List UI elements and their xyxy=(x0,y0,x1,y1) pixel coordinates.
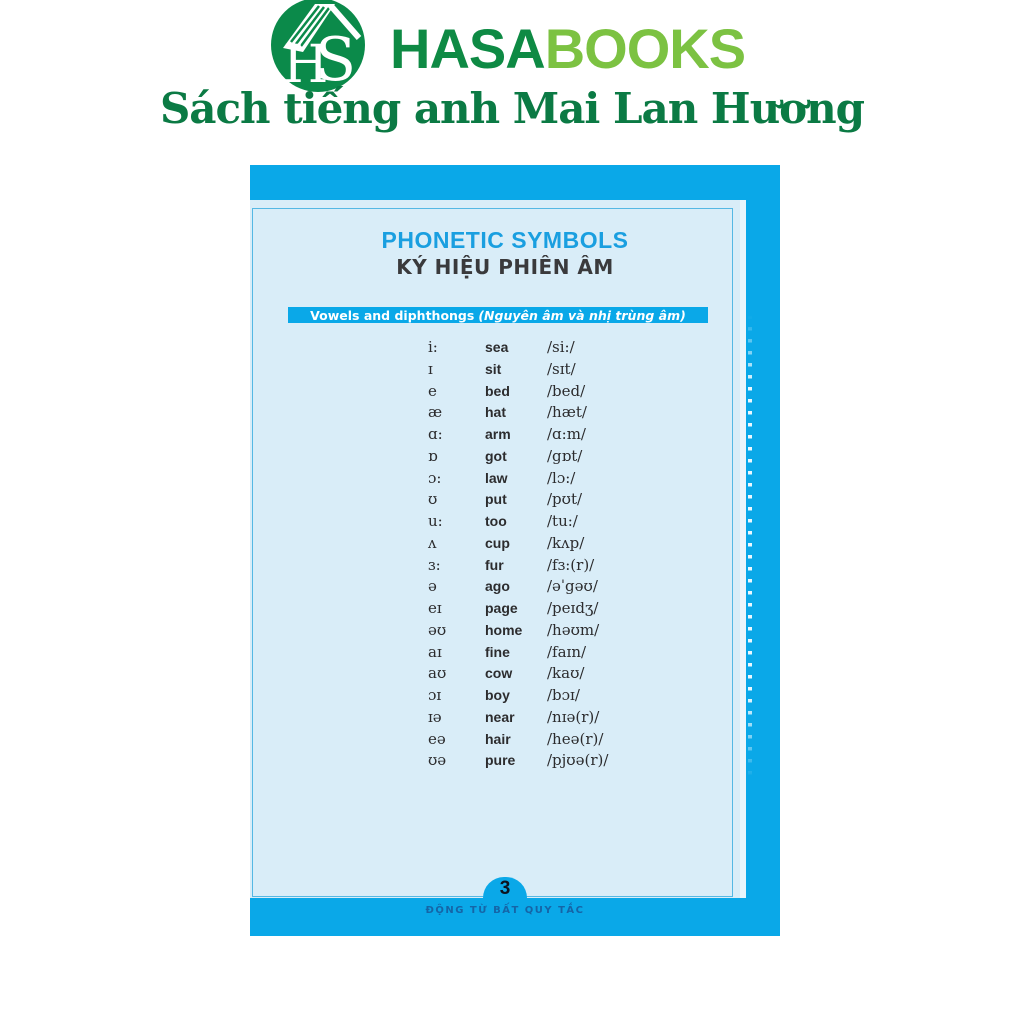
example-word: home xyxy=(485,621,523,638)
phonetic-symbol: ɪ xyxy=(428,359,433,378)
transcription: /hæt/ xyxy=(547,403,587,422)
phonetic-symbol: æ xyxy=(428,403,443,422)
transcription: /bɔɪ/ xyxy=(547,686,580,704)
table-row xyxy=(428,663,608,685)
phonetic-symbol: u: xyxy=(428,512,443,530)
book-page-photo xyxy=(250,165,780,936)
page-number: 3 xyxy=(499,878,511,899)
table-row xyxy=(428,750,608,772)
table-row xyxy=(428,533,608,555)
phonetic-symbol: ʌ xyxy=(428,533,437,552)
transcription: /pʊt/ xyxy=(547,490,583,509)
transcription: /kʌp/ xyxy=(547,533,585,552)
transcription: /bed/ xyxy=(547,381,586,400)
phonetic-symbol: ɪə xyxy=(428,707,442,726)
table-row xyxy=(428,359,608,381)
transcription: /heə(r)/ xyxy=(547,729,604,748)
phonetic-symbol: ʊ xyxy=(428,490,438,509)
example-word: arm xyxy=(485,426,511,442)
phonetic-symbol: ə xyxy=(428,577,437,596)
table-row xyxy=(428,468,608,490)
table-row xyxy=(428,576,608,598)
table-row xyxy=(428,424,608,446)
svg-text:H: H xyxy=(283,35,329,94)
phonetic-symbol: əʊ xyxy=(428,620,447,639)
phonetic-symbol: i: xyxy=(428,338,438,356)
example-word: ago xyxy=(485,578,510,595)
transcription: /pjʊə(r)/ xyxy=(547,751,609,770)
phonetic-symbol: ɜ: xyxy=(428,555,441,574)
phonetic-symbol: ɒ xyxy=(428,446,438,465)
phonetic-symbols-table xyxy=(428,337,608,772)
brand-tagline: Sách tiếng anh Mai Lan Hương xyxy=(159,84,865,133)
transcription: /si:/ xyxy=(547,338,575,356)
transcription: /faɪn/ xyxy=(547,642,587,661)
table-row xyxy=(428,685,608,707)
brand-name-primary: HASA xyxy=(390,16,545,80)
example-word: bed xyxy=(485,382,510,399)
section-label-en: Vowels and diphthongs xyxy=(310,307,475,323)
example-word: sit xyxy=(485,360,502,377)
example-word: cow xyxy=(485,665,513,682)
table-row xyxy=(428,729,608,751)
phonetic-symbol: e xyxy=(428,381,437,400)
phonetic-symbol: aɪ xyxy=(428,642,442,661)
svg-text:S: S xyxy=(315,25,357,94)
table-row xyxy=(428,555,608,577)
table-row xyxy=(428,402,608,424)
example-word: hat xyxy=(485,404,506,421)
transcription: /kaʊ/ xyxy=(547,664,585,683)
brand-header xyxy=(0,0,1024,96)
transcription: /tu:/ xyxy=(547,512,578,530)
page-title-vietnamese: KÝ HIỆU PHIÊN ÂM xyxy=(396,255,614,279)
example-word: put xyxy=(485,491,507,508)
example-word: got xyxy=(485,447,507,464)
phonetic-symbol: eɪ xyxy=(428,599,442,617)
table-row xyxy=(428,489,608,511)
section-banner xyxy=(288,307,708,323)
phonetic-symbol: ɔ: xyxy=(428,468,442,487)
example-word: boy xyxy=(485,687,510,703)
table-row xyxy=(428,598,608,620)
table-row xyxy=(428,446,608,468)
table-row xyxy=(428,511,608,533)
transcription: /sɪt/ xyxy=(547,359,576,378)
table-row xyxy=(428,642,608,664)
phonetic-symbol: ɔɪ xyxy=(428,686,442,704)
phonetic-symbol: aʊ xyxy=(428,664,447,683)
hasabooks-logo-icon xyxy=(261,0,381,94)
binding-dotted-edge xyxy=(748,315,752,781)
transcription: /həʊm/ xyxy=(547,620,600,639)
example-word: pure xyxy=(485,752,516,769)
transcription: /fɜ:(r)/ xyxy=(547,555,595,574)
transcription: /ɑ:m/ xyxy=(547,425,586,443)
example-word: cup xyxy=(485,534,510,551)
transcription: /peɪdʒ/ xyxy=(547,599,599,617)
page-title-english: PHONETIC SYMBOLS xyxy=(381,227,629,253)
section-label-vi: (Nguyên âm và nhị trùng âm) xyxy=(478,307,686,323)
example-word: near xyxy=(485,708,515,725)
phonetic-symbol: ʊə xyxy=(428,751,447,770)
page-footer-title: ĐỘNG TỪ BẤT QUY TẮC xyxy=(425,905,585,916)
table-row xyxy=(428,707,608,729)
example-word: fur xyxy=(485,556,504,573)
example-word: sea xyxy=(485,339,509,355)
transcription: /nɪə(r)/ xyxy=(547,707,600,726)
brand-wordmark xyxy=(390,6,745,90)
table-row xyxy=(428,620,608,642)
phonetic-symbol: eə xyxy=(428,729,446,748)
phonetic-symbol: ɑ: xyxy=(428,425,443,443)
example-word: fine xyxy=(485,643,510,660)
transcription: /lɔ:/ xyxy=(547,468,576,487)
example-word: hair xyxy=(485,730,511,747)
table-row xyxy=(428,381,608,403)
example-word: too xyxy=(485,513,507,529)
brand-name-secondary: BOOKS xyxy=(544,16,746,80)
example-word: page xyxy=(485,600,518,616)
example-word: law xyxy=(485,469,508,486)
transcription: /əˈgəʊ/ xyxy=(547,577,598,596)
table-row xyxy=(428,337,608,359)
transcription: /gɒt/ xyxy=(547,446,583,465)
